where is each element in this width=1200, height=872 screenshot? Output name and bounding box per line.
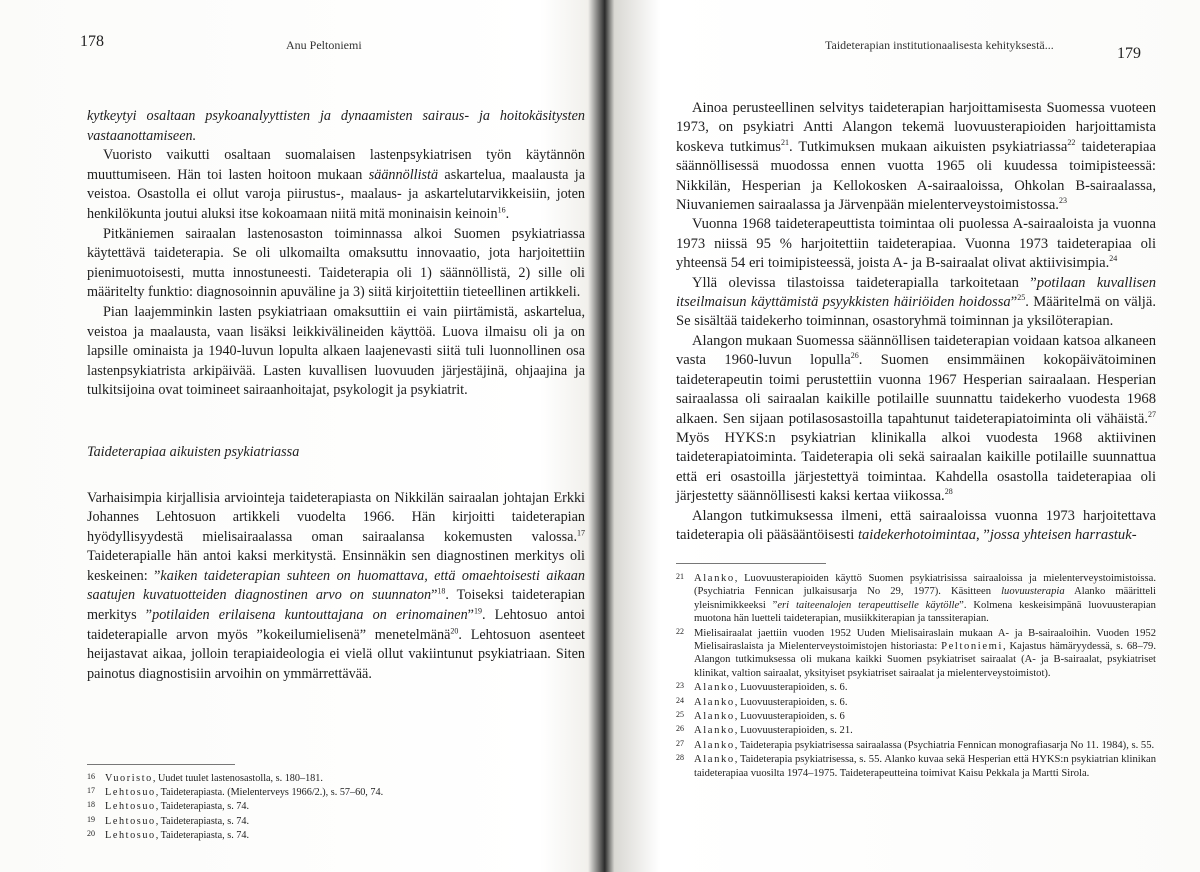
paragraph: Vuoristo vaikutti osaltaan suomalaisen lastenpsykiatrisen työn käytännön muuttumiseen. Hän toi lasten hoitoon mukaan säännöllistä askartelua, maalausta ja veistoa. Osastolla ei ollut varoja piirustus-, maalaus- ja askartelutarvikkeisiin, joten henkilökunta joutui aluksi itse kokoamaan niitä mitä moninaisin keinoin$^{16}$.	[87, 147, 586, 222]
footnote	[676, 753, 1156, 780]
paragraph: Ainoa perusteellinen selvitys taideterapian harjoittamisesta Suomessa vuoteen 1973, on psykiatri Antti Alangon tekemä luovuusterapioiden harjoittamista koskeva tutkimus$^{21}$. Tutkimuksen mukaan aikuisten psykiatriassa$^{22}$ taideterapiaa säännöllisessä muodossa ennen vuotta 1965 oli kuudessa toimipisteessä: Nikkilän, Hesperian ja Kellokosken A-sairaaloissa, Ohkolan B-sairaalassa, Niuvaniemen sairaalassa ja Järvenpään mielenterveystoimistossa.$^{23}$	[676, 100, 1157, 214]
footnote	[87, 829, 507, 842]
footnote-number: 25	[676, 710, 684, 720]
footnote-text: Alanko, Luovuusterapioiden, s. 21.	[694, 725, 853, 737]
footnote-text: Alanko, Luovuusterapioiden, s. 6.	[694, 696, 848, 708]
footnote-text: Mielisairaalat jaettiin vuoden 1952 Uuden Mielisairaslain mukaan A- ja B-sairaaloihin. Vuoden 1952 Mielisairaslaista ja Mielenterveystoimistojen historiasta: Peltoniemi, Kajastus hämäryydessä, s. 68–79. Alangon tutkimuksessa oli mukana kaikki Suomen psykiatriset sairaalat (A- ja B-sairaalat, psykiatriset klinikat, valtion sairaalat, yksityiset psykiatriset sairaalat ja mielenterveystoimistot).	[694, 627, 1156, 679]
footnote-number: 26	[676, 724, 684, 734]
footnote-text: Lehtosuo, Taideterapiasta, s. 74.	[105, 829, 250, 841]
footnote-text: Alanko, Luovuusterapioiden, s. 6.	[694, 682, 848, 694]
paragraph: Pitkäniemen sairaalan lastenosaston toiminnassa alkoi Suomen psykiatriassa käytettävä taideterapia. Se oli ulkomailta omaksuttu innovaatio, jota harjoitettiin pienimuotoisesti, mutta innostuneesti. Taideterapia oli 1) säännöllistä, 2) sille oli määritelty funktio: diagnosoinnin apuväline ja 3) siitä kirjoitettiin tieteellinen artikkeli.	[87, 225, 585, 301]
footnote-number: 21	[676, 572, 684, 581]
left-paragraphs-after	[87, 489, 585, 685]
footnote-rule-right	[676, 563, 826, 564]
footnote	[676, 572, 1156, 626]
footnote-number: 17	[87, 786, 95, 796]
left-body-text	[87, 107, 585, 684]
footnote-number: 23	[676, 681, 684, 691]
footnote-text: Lehtosuo, Taideterapiasta, s. 74.	[105, 815, 250, 827]
footnote	[676, 627, 1156, 681]
footnote	[87, 786, 507, 799]
footnote-text: Alanko, Luovuusterapioiden, s. 6	[694, 711, 845, 723]
footnote	[676, 696, 1156, 709]
footnote-number: 18	[87, 800, 95, 810]
footnote-number: 20	[87, 828, 95, 838]
paragraph: Alangon mukaan Suomessa säännöllisen taideterapian voidaan katsoa alkaneen vasta 1960-luvun lopulla$^{26}$. Suomen ensimmäinen kokopäivätoiminen taideterapeutin toimi perustettiin vuonna 1967 Hesperian sairaalaan. Hesperian sairaalassa oli sairaalan kaikille potilaille suunnattu taidekerho vuodesta 1968 alkaen. Sen sijaan potilasosastoilla tapahtunut taideterapiatoiminta oli vähäistä.$^{27}$ Myös HYKS:n psykiatrian klinikalla alkoi vuodesta 1968 aktiivinen taideterapiatoiminta. Taideterapia oli sekä sairaalan kaikille potilaille suunnattua että eri osastoilla järjestettyä toimintaa. Kahdella osastolla taideterapiaa oli järjestetty säännöllisesti kaksi kertaa viikossa.$^{28}$	[676, 332, 1157, 505]
page-number-left: 178	[80, 33, 104, 50]
footnote-number: 22	[676, 626, 684, 636]
running-head-author: Anu Peltoniemi	[286, 38, 362, 52]
footnote	[676, 724, 1156, 737]
footnotes-left	[87, 772, 507, 843]
footnote-number: 27	[676, 738, 684, 748]
footnote	[676, 681, 1156, 694]
footnote-rule-left	[87, 764, 235, 765]
footnote-text: Alanko, Luovuusterapioiden käyttö Suomen psykiatrisissa sairaaloissa ja mielenterveystoimistoissa. (Psychiatria Fennican julkaisusarja No 29, 1977). Käsitteen luovuusterapia Alanko määritteli yleisnimikkeeksi ”eri taiteenalojen terapeuttiselle käytölle”. Kolmena keskeisimpänä luovuusterapian muotona hän luetteli taideterapian, musiikkiterapian ja tanssiterapian.	[694, 573, 1156, 625]
footnote	[676, 710, 1156, 723]
right-paragraphs	[676, 99, 1156, 545]
paragraph: Alangon tutkimuksessa ilmeni, että sairaaloissa vuonna 1973 harjoitettava taideterapia oli pääsääntöisesti taidekerhotoimintaa, ”jossa yhteisen harrastuk-	[676, 507, 1156, 543]
footnote-text: Alanko, Taideterapia psykiatrisessa sairaalassa (Psychiatria Fennican monografiasarja No 11. 1984), s. 55.	[694, 739, 1155, 751]
footnote	[87, 800, 507, 813]
page-number-right: 179	[1117, 45, 1141, 62]
footnote-text: Lehtosuo, Taideterapiasta, s. 74.	[105, 801, 250, 813]
left-paragraphs	[87, 107, 585, 401]
section-subheading: Taideterapiaa aikuisten psykiatriassa	[87, 443, 300, 460]
footnote-number: 24	[676, 695, 684, 705]
footnote-text: Lehtosuo, Taideterapiasta. (Mielenterveys 1966/2.), s. 57–60, 74.	[105, 787, 384, 799]
footnote-text: Vuoristo, Uudet tuulet lastenosastolla, s. 180–181.	[105, 773, 323, 784]
footnote-number: 16	[87, 772, 95, 781]
paragraph: Pian laajemminkin lasten psykiatriaan omaksuttiin ei vain piirtämistä, askartelua, veistoa ja maalausta, vaan lisäksi leikkivälineiden käyttöä. Luova ilmaisu oli ja on lapsille ominaista ja 1940-luvun lopulta alkaen laajenevasti siitä tuli luonnollinen osa lastenpsykiatrista arkipäivää. Lasten kuvallisen luovuuden järjestäjinä, ohjaajina ja tulkitsijoina ovat toimineet sairaanhoitajat, psykologit ja psykiatrit.	[87, 303, 585, 399]
paragraph: kytkeytyi osaltaan psykoanalyyttisten ja dynaamisten sairaus- ja hoitokäsitysten vastaanottamiseen.	[87, 108, 585, 144]
right-page	[610, 0, 1200, 872]
right-body-text	[676, 99, 1156, 545]
footnote-number: 19	[87, 814, 95, 824]
footnote	[87, 815, 507, 828]
footnote	[676, 739, 1156, 752]
paragraph: Vuonna 1968 taideterapeuttista toimintaa oli puolessa A-sairaaloista ja vuonna 1973 niissä 95 % harjoitettiin taideterapiaa. Vuonna 1973 taideterapiaa oli yhteensä 54 eri toimipisteessä, joista A- ja B-sairaalat olivat aktiivisimpia.$^{24}$	[676, 216, 1156, 272]
paragraph: Yllä olevissa tilastoissa taideterapialla tarkoitetaan ”potilaan kuvallisen itseilmaisun käyttämistä psyykkisten häiriöiden hoidossa”$^{25}$. Määritelmä on väljä. Se sisältää taidekerho toiminnan, osastoryhmä toiminnan ja yksilöterapian.	[676, 274, 1156, 330]
footnote-text: Alanko, Taideterapia psykiatrisessa, s. 55. Alanko kuvaa sekä Hesperian että HYKS:n psykiatrian klinikan taideterapiaa vuosilta 1974–1975. Taideterapeutteina toimivat Kaisu Pekkala ja Martti Sirola.	[694, 754, 1156, 779]
footnotes-right	[676, 572, 1156, 781]
paragraph: Varhaisimpia kirjallisia arviointeja taideterapiasta on Nikkilän sairaalan johtajan Erkki Johannes Lehtosuon artikkeli vuodelta 1966. Hän kirjoitti taideterapian hyödyllisyydestä mielisairaalassa oman sairaalansa kokemusten valossa.$^{17}$ Taideterapialle hän antoi kaksi merkitystä. Ensinnäkin sen diagnostinen merkitys oli keskeinen: ”kaiken taideterapian suhteen on huomattava, että omaehtoisesti aikaan saatujen kuvatuotteiden diagnostinen arvo on suunnaton”$^{18}$. Toiseksi taideterapian merkitys ”potilaiden erilaisena kuntouttajana on erinomainen”$^{19}$. Lehtosuo antoi taideterapialle arvon myös ”kokeilumielisenä” menetelmänä$^{20}$. Lehtosuon asenteet heijastavat aikaa, jolloin terapiaideologia ei vielä ollut vakiintunut psykiatriaan. Siten painotus diagnostisiin arvoihin on ymmärrettävää.	[87, 489, 585, 682]
footnote-number: 28	[676, 753, 684, 763]
footnote	[87, 772, 507, 785]
running-head-title: Taideterapian institutionaalisesta kehityksestä...	[825, 38, 1054, 52]
